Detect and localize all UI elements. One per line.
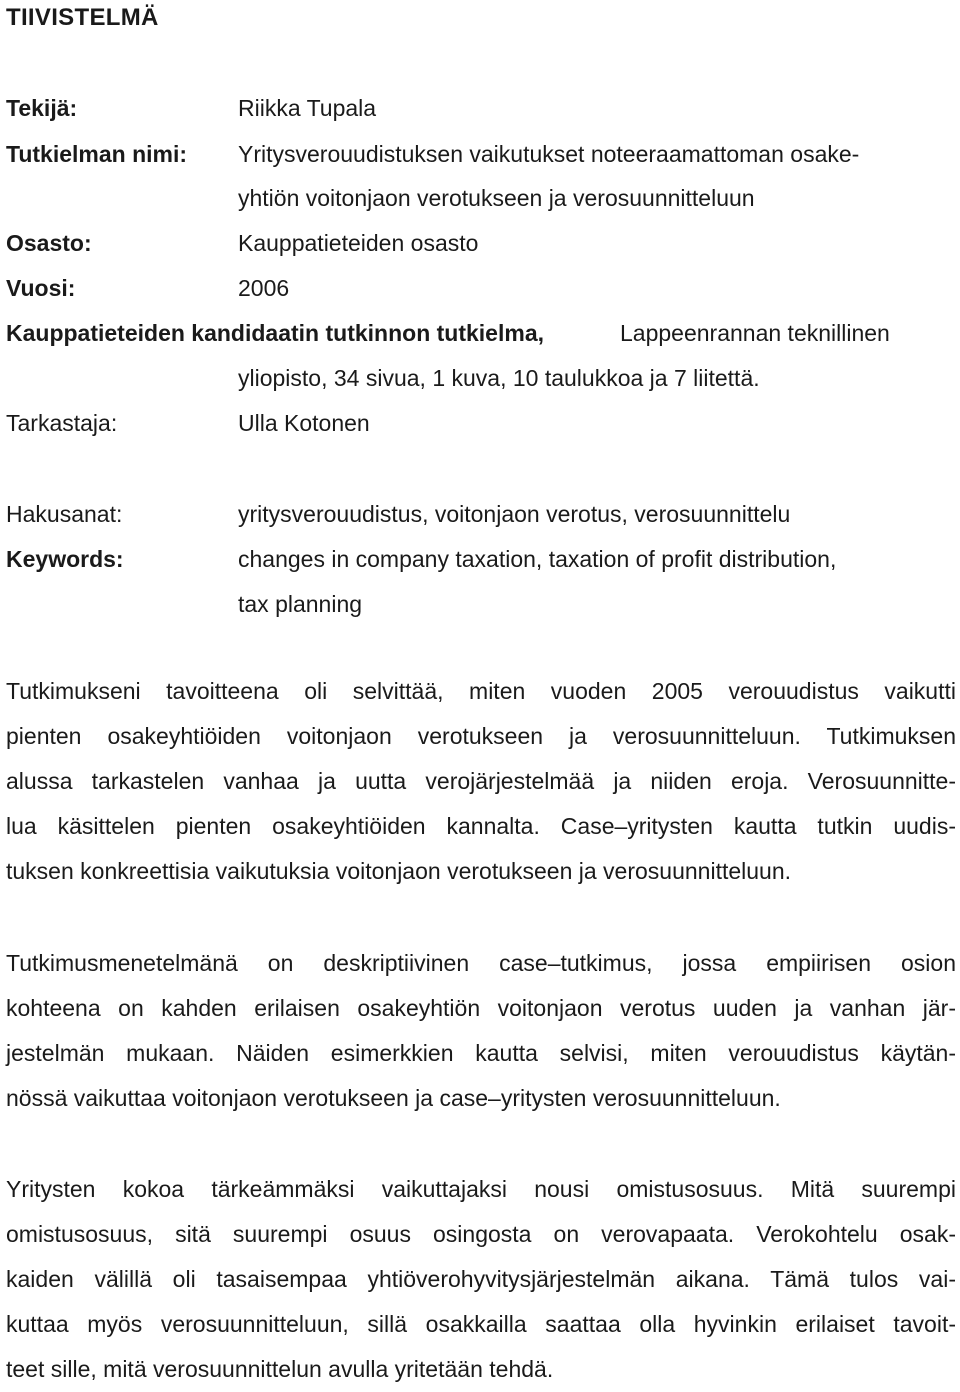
paragraph-line: kaiden välillä oli tasaisempaa yhtiöverohyvitysjärjestelmän aikana. Tämä tulos vai-	[6, 1266, 956, 1292]
keywords-fi-value: yritysverouudistus, voitonjaon verotus, verosuunnittelu	[238, 501, 791, 527]
paragraph-line: jestelmän mukaan. Näiden esimerkkien kautta selvisi, miten verouudistus käytän-	[6, 1040, 956, 1066]
keywords-en-value-line-2: tax planning	[238, 591, 363, 617]
paragraph-line: kuttaa myös verosuunnitteluun, sillä osakkailla saattaa olla hyvinkin erilaiset tavoit-	[6, 1311, 956, 1337]
department-label: Osasto:	[6, 230, 92, 256]
author-label: Tekijä:	[6, 95, 78, 121]
paragraph-line: Yritysten kokoa tärkeämmäksi vaikuttajaksi nousi omistusosuus. Mitä suurempi	[6, 1176, 956, 1202]
degree-value-line-2: yliopisto, 34 sivua, 1 kuva, 10 taulukkoa ja 7 liitettä.	[238, 365, 760, 391]
department-value: Kauppatieteiden osasto	[238, 230, 479, 256]
keywords-en-label: Keywords:	[6, 546, 124, 572]
year-label: Vuosi:	[6, 275, 76, 301]
paragraph-line: kohteena on kahden erilaisen osakeyhtiön voitonjaon verotus uuden ja vanhan jär-	[6, 995, 956, 1021]
examiner-label: Tarkastaja:	[6, 410, 118, 436]
keywords-fi-label: Hakusanat:	[6, 501, 123, 527]
examiner-value: Ulla Kotonen	[238, 410, 370, 436]
keywords-en-value-line-1: changes in company taxation, taxation of profit distribution,	[238, 546, 837, 572]
thesis-title-line-1: Yritysverouudistuksen vaikutukset noteeraamattoman osake-	[238, 141, 860, 167]
abstract-paragraph-3	[6, 1167, 956, 1392]
degree-value-line-1: Lappeenrannan teknillinen	[620, 320, 890, 346]
thesis-label: Tutkielman nimi:	[6, 141, 188, 167]
year-value: 2006	[238, 275, 290, 301]
paragraph-line: pienten osakeyhtiöiden voitonjaon verotukseen ja verosuunnitteluun. Tutkimuksen	[6, 723, 956, 749]
degree-label: Kauppatieteiden kandidaatin tutkinnon tutkielma,	[6, 320, 544, 346]
paragraph-line: omistusosuus, sitä suurempi osuus osingosta on verovapaata. Verokohtelu osak-	[6, 1221, 956, 1247]
paragraph-line: tuksen konkreettisia vaikutuksia voitonjaon verotukseen ja verosuunnitteluun.	[6, 858, 792, 884]
thesis-title-line-2: yhtiön voitonjaon verotukseen ja verosuunnitteluun	[238, 185, 755, 211]
abstract-paragraph-1	[6, 669, 956, 894]
page-title: TIIVISTELMÄ	[6, 4, 159, 31]
paragraph-line: teet sille, mitä verosuunnittelun avulla yritetään tehdä.	[6, 1356, 554, 1382]
paragraph-line: nössä vaikuttaa voitonjaon verotukseen ja case–yritysten verosuunnitteluun.	[6, 1085, 781, 1111]
abstract-paragraph-2	[6, 941, 956, 1121]
paragraph-line: alussa tarkastelen vanhaa ja uutta verojärjestelmää ja niiden eroja. Verosuunnitte-	[6, 768, 956, 794]
paragraph-line: Tutkimusmenetelmänä on deskriptiivinen case–tutkimus, jossa empiirisen osion	[6, 950, 956, 976]
paragraph-line: Tutkimukseni tavoitteena oli selvittää, miten vuoden 2005 verouudistus vaikutti	[6, 678, 956, 704]
author-value: Riikka Tupala	[238, 95, 377, 121]
paragraph-line: lua käsittelen pienten osakeyhtiöiden kannalta. Case–yritysten kautta tutkin uudis-	[6, 813, 956, 839]
